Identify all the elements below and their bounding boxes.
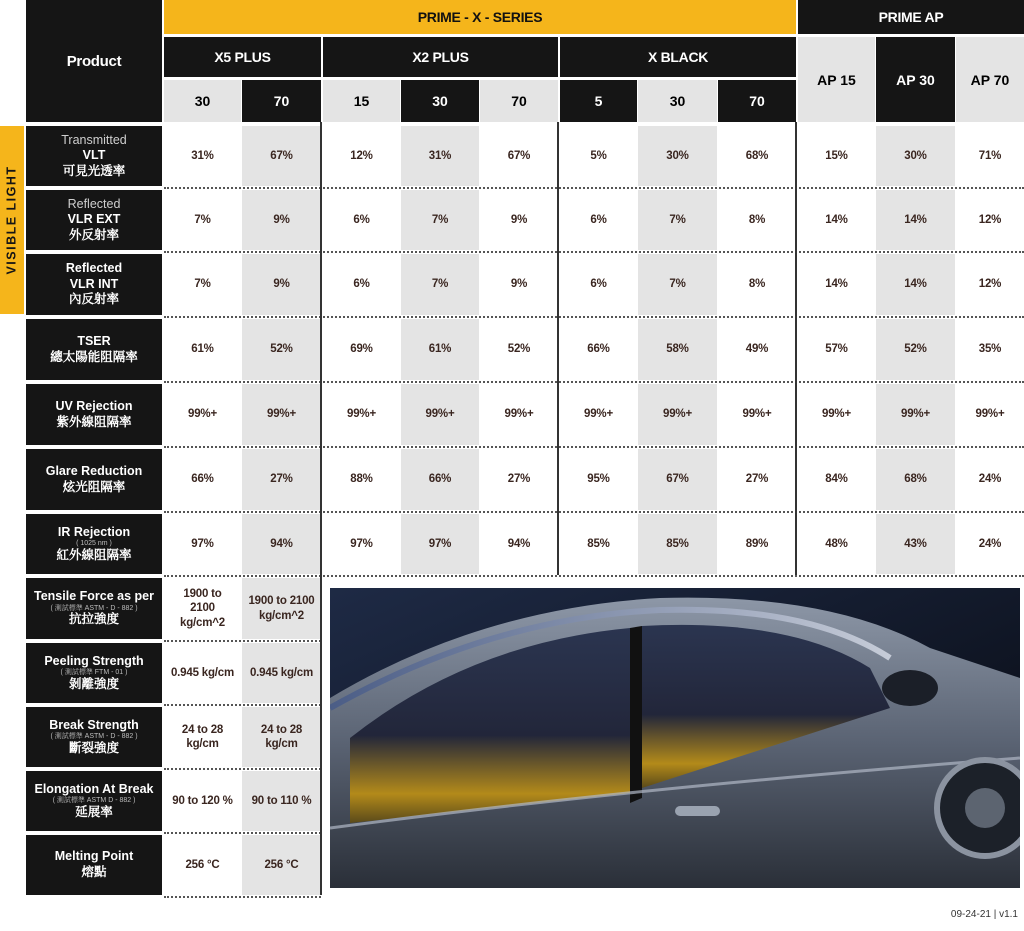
col-x2-30: 30 (401, 80, 479, 122)
row-separator (164, 640, 321, 642)
value-cell: 24 to 28 kg/cm (181, 723, 224, 750)
row-label-tensile: Tensile Force as per ( 測試標準 ASTM - D - 882 ) 抗拉強度 (26, 578, 162, 639)
value-cell: 68% (745, 149, 769, 162)
value-cell: 27% (745, 473, 769, 486)
row-separator (164, 896, 321, 898)
value-cell: 84% (825, 473, 848, 486)
row-label-vlt: Transmitted VLT 可見光透率 (26, 126, 162, 186)
value-cell: 9% (242, 254, 321, 315)
value-cell: 5% (590, 149, 607, 162)
value-cell: 9% (510, 278, 528, 291)
value-cell: 99%+ (876, 384, 955, 445)
divider (795, 122, 797, 575)
row-separator (164, 704, 321, 706)
row-label-vlr-int: Reflected VLR INT 內反射率 (26, 254, 162, 315)
value-cell: 90 to 110 % (242, 771, 321, 831)
value-cell: 24% (978, 537, 1002, 550)
row-label-melting: Melting Point 熔點 (26, 835, 162, 895)
col-x2-70: 70 (480, 80, 558, 122)
value-cell: 61% (401, 319, 479, 380)
divider (557, 122, 559, 575)
value-cell: 27% (242, 449, 321, 510)
value-cell: 94% (242, 514, 321, 574)
row-separator (164, 446, 1024, 448)
group-x2-plus: X2 PLUS (323, 37, 558, 77)
value-cell: 12% (978, 213, 1002, 226)
value-cell: 52% (876, 319, 955, 380)
value-cell: 0.945 kg/cm (242, 643, 321, 703)
col-x5-30: 30 (164, 80, 241, 122)
car-photo (330, 588, 1020, 888)
value-cell: 43% (876, 514, 955, 574)
value-cell: 49% (745, 343, 769, 356)
value-cell: 14% (825, 278, 848, 291)
value-cell: 99%+ (401, 384, 479, 445)
row-separator (164, 832, 321, 834)
value-cell: 99%+ (242, 384, 321, 445)
divider (320, 122, 322, 895)
series-prime-ap-header: PRIME AP (798, 0, 1024, 34)
col-x5-70: 70 (242, 80, 321, 122)
value-cell: 88% (350, 473, 373, 486)
value-cell: 7% (194, 278, 211, 291)
value-cell: 12% (350, 149, 373, 162)
value-cell: 35% (978, 343, 1002, 356)
value-cell: 12% (978, 278, 1002, 291)
value-cell: 30% (876, 126, 955, 186)
value-cell: 67% (242, 126, 321, 186)
value-cell: 99%+ (975, 408, 1005, 421)
value-cell: 6% (590, 213, 607, 226)
col-ap-70: AP 70 (956, 37, 1024, 122)
value-cell: 6% (590, 278, 607, 291)
value-cell: 24% (978, 473, 1002, 486)
value-cell: 97% (401, 514, 479, 574)
value-cell: 256 °C (242, 835, 321, 895)
value-cell: 97% (191, 537, 214, 550)
version-footer: 09-24-21 | v1.1 (950, 909, 1018, 920)
row-separator (164, 381, 1024, 383)
value-cell: 15% (825, 149, 848, 162)
value-cell: 66% (191, 473, 214, 486)
value-cell: 0.945 kg/cm (170, 666, 234, 679)
value-cell: 99%+ (584, 408, 613, 421)
product-header: Product (26, 0, 162, 122)
value-cell: 1900 to 2100 kg/cm^2 (242, 578, 321, 639)
value-cell: 48% (825, 537, 848, 550)
value-cell: 9% (242, 190, 321, 250)
value-cell: 99%+ (742, 408, 772, 421)
group-x5-plus: X5 PLUS (164, 37, 321, 77)
row-separator (164, 316, 1024, 318)
col-ap-30: AP 30 (876, 37, 955, 122)
col-ap-15: AP 15 (798, 37, 875, 122)
value-cell: 68% (876, 449, 955, 510)
value-cell: 31% (401, 126, 479, 186)
row-label-ir: IR Rejection ( 1025 nm ) 紅外線阻隔率 (26, 514, 162, 574)
row-label-tser: TSER 總太陽能阻隔率 (26, 319, 162, 380)
col-x2-15: 15 (323, 80, 400, 122)
value-cell: 8% (748, 213, 766, 226)
row-label-glare: Glare Reduction 炫光阻隔率 (26, 449, 162, 510)
value-cell: 99%+ (188, 408, 217, 421)
value-cell: 67% (638, 449, 717, 510)
value-cell: 95% (587, 473, 610, 486)
value-cell: 6% (353, 213, 370, 226)
value-cell: 7% (638, 254, 717, 315)
value-cell: 66% (401, 449, 479, 510)
row-separator (164, 251, 1024, 253)
value-cell: 24 to 28 kg/cm (242, 707, 321, 767)
value-cell: 8% (748, 278, 766, 291)
group-x-black: X BLACK (560, 37, 796, 77)
value-cell: 57% (825, 343, 848, 356)
value-cell: 52% (507, 343, 531, 356)
value-cell: 58% (638, 319, 717, 380)
value-cell: 85% (638, 514, 717, 574)
value-cell: 7% (194, 213, 211, 226)
row-label-vlr-ext: Reflected VLR EXT 外反射率 (26, 190, 162, 250)
value-cell: 71% (978, 149, 1002, 162)
value-cell: 7% (401, 190, 479, 250)
series-prime-x-header: PRIME - X - SERIES (164, 0, 796, 34)
row-label-peeling: Peeling Strength ( 測試標準 FTM - 01 ) 剝離強度 (26, 643, 162, 703)
value-cell: 7% (401, 254, 479, 315)
value-cell: 256 °C (185, 858, 220, 871)
value-cell: 85% (587, 537, 610, 550)
row-separator (164, 187, 1024, 189)
value-cell: 1900 to 2100 kg/cm^2 (180, 587, 225, 629)
row-label-elongation: Elongation At Break ( 測試標準 ASTM D - 882 ) 延展率 (26, 771, 162, 831)
row-separator (164, 575, 1024, 577)
value-cell: 97% (350, 537, 373, 550)
value-cell: 7% (638, 190, 717, 250)
value-cell: 27% (507, 473, 531, 486)
value-cell: 89% (745, 537, 769, 550)
col-xb-70: 70 (718, 80, 796, 122)
row-separator (164, 768, 321, 770)
value-cell: 99%+ (504, 408, 534, 421)
value-cell: 66% (587, 343, 610, 356)
value-cell: 94% (507, 537, 531, 550)
value-cell: 31% (191, 149, 214, 162)
value-cell: 61% (191, 343, 214, 356)
value-cell: 6% (353, 278, 370, 291)
value-cell: 99%+ (638, 384, 717, 445)
value-cell: 99%+ (347, 408, 376, 421)
value-cell: 14% (876, 254, 955, 315)
visible-light-tab: VISIBLE LIGHT (0, 126, 24, 314)
value-cell: 90 to 120 % (172, 794, 233, 807)
value-cell: 14% (825, 213, 848, 226)
value-cell: 52% (242, 319, 321, 380)
value-cell: 67% (507, 149, 531, 162)
row-separator (164, 511, 1024, 513)
value-cell: 14% (876, 190, 955, 250)
value-cell: 30% (638, 126, 717, 186)
col-xb-5: 5 (560, 80, 637, 122)
value-cell: 99%+ (822, 408, 851, 421)
value-cell: 9% (510, 213, 528, 226)
row-label-uv: UV Rejection 紫外線阻隔率 (26, 384, 162, 445)
row-label-break: Break Strength ( 測試標準 ASTM - D - 882 ) 斷裂強度 (26, 707, 162, 767)
value-cell: 69% (350, 343, 373, 356)
col-xb-30: 30 (638, 80, 717, 122)
